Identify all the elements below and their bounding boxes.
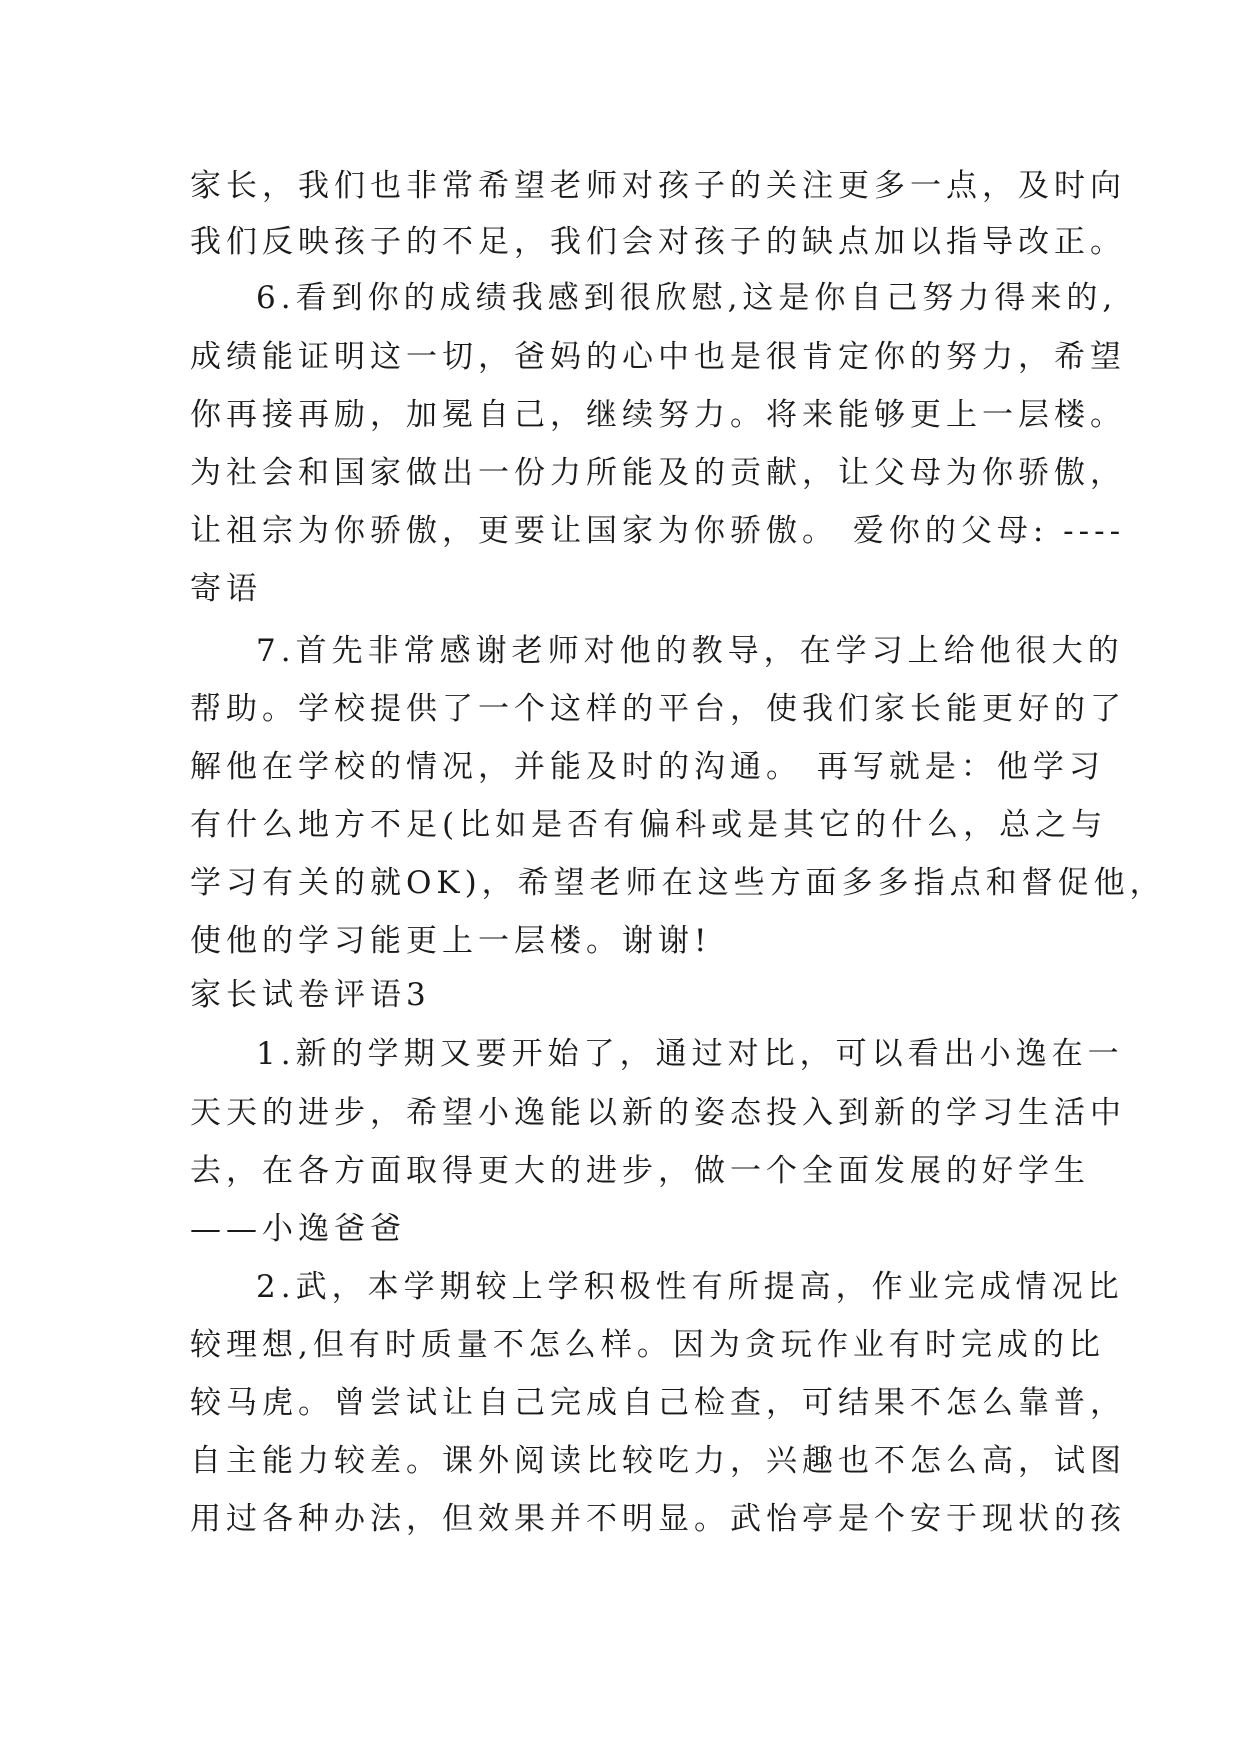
text-line: 有什么地方不足(比如是否有偏科或是其它的什么，总之与 [190, 807, 1108, 843]
text-line: 使他的学习能更上一层楼。谢谢! [190, 923, 712, 959]
paragraph-1-start: 1.新的学期又要开始了，通过对比，可以看出小逸在一 [256, 1036, 1124, 1072]
text-line: 寄语 [190, 571, 262, 607]
text-line: 为社会和国家做出一份力所能及的贡献，让父母为你骄傲， [190, 455, 1126, 491]
text-line: 家长，我们也非常希望老师对孩子的关注更多一点，及时向 [190, 168, 1126, 204]
text-line: 去，在各方面取得更大的进步，做一个全面发展的好学生 [190, 1153, 1090, 1189]
text-line: 天天的进步，希望小逸能以新的姿态投入到新的学习生活中 [190, 1095, 1126, 1131]
text-line: 你再接再励，加冕自己，继续努力。将来能够更上一层楼。 [190, 397, 1126, 433]
text-line: 较马虎。曾尝试让自己完成自己检查，可结果不怎么靠普， [190, 1385, 1126, 1421]
text-line: 解他在学校的情况，并能及时的沟通。 再写就是：他学习 [190, 749, 1105, 785]
text-line: 我们反映孩子的不足，我们会对孩子的缺点加以指导改正。 [190, 224, 1126, 260]
text-line: 帮助。学校提供了一个这样的平台，使我们家长能更好的了 [190, 691, 1126, 727]
text-line: 成绩能证明这一切，爸妈的心中也是很肯定你的努力，希望 [190, 339, 1126, 375]
text-line: 自主能力较差。课外阅读比较吃力，兴趣也不怎么高，试图 [190, 1443, 1126, 1479]
section-heading: 家长试卷评语3 [190, 977, 431, 1013]
text-line: 较理想,但有时质量不怎么样。因为贪玩作业有时完成的比 [190, 1327, 1105, 1363]
text-line: 用过各种办法，但效果并不明显。武怡亭是个安于现状的孩 [190, 1501, 1126, 1537]
text-line: 让祖宗为你骄傲，更要让国家为你骄傲。 爱你的父母: ---- [190, 513, 1126, 549]
text-line: 学习有关的就OK)，希望老师在这些方面多多指点和督促他， [190, 865, 1166, 901]
paragraph-6-start: 6.看到你的成绩我感到很欣慰,这是你自己努力得来的, [256, 280, 1118, 316]
signature-line: ——小逸爸爸 [190, 1211, 406, 1247]
paragraph-7-start: 7.首先非常感谢老师对他的教导，在学习上给他很大的 [256, 633, 1124, 669]
paragraph-2-start: 2.武，本学期较上学积极性有所提高，作业完成情况比 [256, 1269, 1124, 1305]
